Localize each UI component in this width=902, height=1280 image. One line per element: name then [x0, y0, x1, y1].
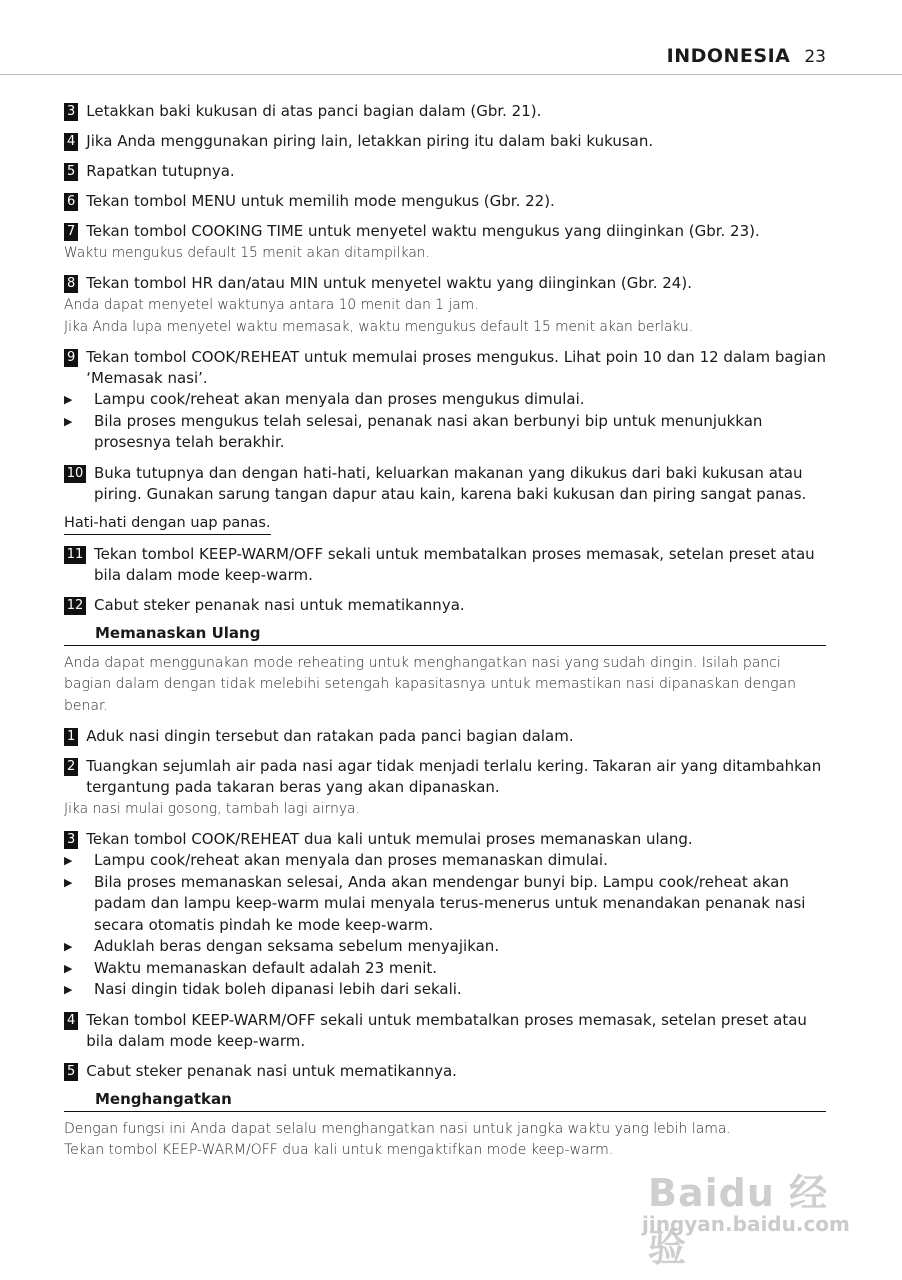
bullet-text: Nasi dingin tidak boleh dipanasi lebih dari sekali. [94, 980, 462, 998]
bullet-text: Lampu cook/reheat akan menyala dan proses mengukus dimulai. [94, 390, 585, 408]
step-item [64, 191, 826, 212]
step-item [64, 463, 826, 505]
step-item [64, 347, 826, 389]
step-number: 5 [64, 1063, 78, 1081]
watermark-logo: Baidu 经验 [648, 1171, 829, 1270]
step-number: 4 [64, 133, 78, 151]
bullet-item [64, 958, 826, 980]
bullet-text: Lampu cook/reheat akan menyala dan proses memanaskan dimulai. [94, 851, 608, 869]
bullet-item [64, 872, 826, 937]
bullet-item [64, 389, 826, 411]
step-item [64, 595, 826, 616]
step-text: Tekan tombol COOK/REHEAT untuk memulai proses mengukus. Lihat poin 10 dan 12 dalam bagian ‘Memasak nasi’. [86, 348, 826, 387]
bullet-item [64, 411, 826, 454]
bullet-item [64, 979, 826, 1001]
step-item [64, 829, 826, 850]
step-item [64, 273, 826, 294]
step-item [64, 131, 826, 152]
step-text: Tekan tombol COOKING TIME untuk menyetel waktu mengukus yang diinginkan (Gbr. 23). [86, 222, 760, 240]
warm-line: Dengan fungsi ini Anda dapat selalu menghangatkan nasi untuk jangka waktu yang lebih lama. [64, 1120, 731, 1137]
step-number: 5 [64, 163, 78, 181]
step-note: Anda dapat menyetel waktunya antara 10 menit dan 1 jam. [64, 297, 479, 313]
triangle-right-icon: ▶ [64, 940, 73, 953]
step-text: Cabut steker penanak nasi untuk mematikannya. [94, 595, 465, 614]
step-number: 1 [64, 728, 78, 746]
step-text: Buka tutupnya dan dengan hati-hati, keluarkan makanan yang dikukus dari baki kukusan atau piring. Gunakan sarung tangan dapur atau kain, karena baki kukusan dan piring sangat panas. [94, 463, 807, 503]
warm-line: Tekan tombol KEEP-WARM/OFF dua kali untuk mengaktifkan mode keep-warm. [64, 1142, 614, 1158]
caution-wrapper [64, 505, 826, 535]
section-title-reheat: Memanaskan Ulang [64, 624, 826, 646]
step-number: 10 [64, 465, 86, 483]
step-text: Cabut steker penanak nasi untuk mematikannya. [86, 1061, 457, 1080]
step-number: 4 [64, 1012, 78, 1030]
step-number: 9 [64, 349, 78, 367]
step-text: Letakkan baki kukusan di atas panci bagian dalam (Gbr. 21). [86, 102, 542, 120]
step-number: 6 [64, 193, 78, 211]
step-number: 2 [64, 758, 78, 776]
step-note: Jika Anda lupa menyetel waktu memasak, waktu mengukus default 15 menit akan berlaku. [64, 319, 694, 335]
step-item [64, 726, 826, 747]
step-text: Tekan tombol KEEP-WARM/OFF sekali untuk membatalkan proses memasak, setelan preset atau bila dalam mode keep-warm. [94, 544, 815, 584]
step-item [64, 1061, 826, 1082]
bullet-item [64, 850, 826, 872]
step-number: 11 [64, 546, 86, 564]
step-text: Tekan tombol KEEP-WARM/OFF sekali untuk membatalkan proses memasak, setelan preset atau bila dalam mode keep-warm. [86, 1010, 807, 1050]
page-header [667, 45, 826, 67]
step-text: Tekan tombol MENU untuk memilih mode mengukus (Gbr. 22). [86, 192, 555, 210]
reheat-intro: Anda dapat menggunakan mode reheating untuk menghangatkan nasi yang sudah dingin. Isilah panci bagian dalam dengan tidak melebihi setengah kapasitasnya untuk memastikan nasi dipanaskan dengan benar. [64, 654, 796, 714]
step-text: Tuangkan sejumlah air pada nasi agar tidak menjadi terlalu kering. Takaran air yang ditambahkan tergantung pada takaran beras yang akan dipanaskan. [86, 757, 822, 796]
step-item [64, 101, 826, 122]
step-number: 8 [64, 275, 78, 293]
step-item [64, 221, 826, 242]
step-item [64, 756, 826, 798]
triangle-right-icon: ▶ [64, 393, 73, 406]
step-number: 3 [64, 831, 78, 849]
step-note: Jika nasi mulai gosong, tambah lagi airnya. [64, 801, 360, 817]
bullet-text: Bila proses memanaskan selesai, Anda akan mendengar bunyi bip. Lampu cook/reheat akan padam dan lampu keep-warm mulai menyala terus-menerus untuk menandakan penanak nasi secara otomatis pindah ke mode keep-warm. [94, 872, 806, 934]
manual-content [64, 101, 826, 1162]
caution-text: Hati-hati dengan uap panas. [64, 513, 271, 535]
step-number: 12 [64, 597, 86, 615]
step-text: Aduk nasi dingin tersebut dan ratakan pada panci bagian dalam. [86, 727, 574, 745]
step-item [64, 1010, 826, 1052]
bullet-text: Aduklah beras dengan seksama sebelum menyajikan. [94, 937, 500, 955]
step-note: Waktu mengukus default 15 menit akan ditampilkan. [64, 245, 430, 261]
header-divider [0, 74, 902, 75]
bullet-item [64, 936, 826, 958]
step-number: 3 [64, 103, 78, 121]
step-text: Tekan tombol COOK/REHEAT dua kali untuk memulai proses memanaskan ulang. [86, 830, 693, 848]
triangle-right-icon: ▶ [64, 961, 73, 975]
bullet-text: Waktu memanaskan default adalah 23 menit. [94, 958, 438, 977]
step-text: Rapatkan tutupnya. [86, 162, 235, 180]
language-label: INDONESIA [666, 45, 791, 67]
watermark-url: jingyan.baidu.com [642, 1212, 850, 1236]
triangle-right-icon: ▶ [64, 983, 73, 996]
watermark [640, 1158, 860, 1270]
step-item [64, 161, 826, 182]
triangle-right-icon: ▶ [64, 854, 73, 867]
step-text: Jika Anda menggunakan piring lain, letakkan piring itu dalam baki kukusan. [86, 132, 654, 150]
step-item [64, 544, 826, 586]
page-number: 23 [804, 47, 826, 67]
triangle-right-icon: ▶ [64, 414, 73, 428]
bullet-text: Bila proses mengukus telah selesai, penanak nasi akan berbunyi bip untuk menunjukkan prosesnya telah berakhir. [94, 411, 763, 451]
step-text: Tekan tombol HR dan/atau MIN untuk menyetel waktu yang diinginkan (Gbr. 24). [86, 274, 692, 292]
section-title-warm: Menghangatkan [64, 1090, 826, 1112]
triangle-right-icon: ▶ [64, 875, 73, 889]
step-number: 7 [64, 223, 78, 241]
